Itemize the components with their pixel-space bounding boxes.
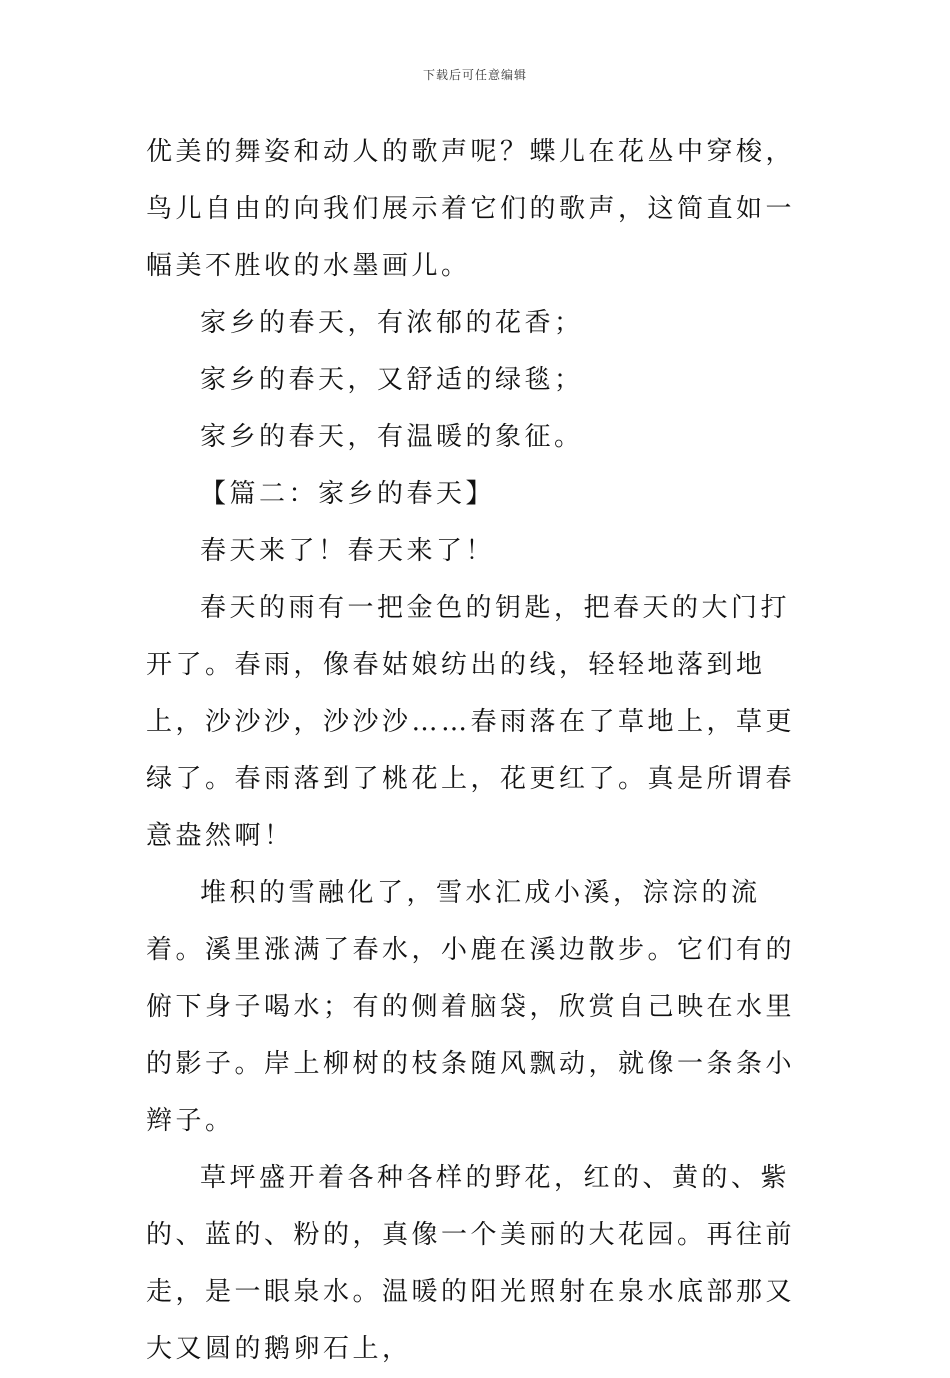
paragraph-2: 家乡的春天，有浓郁的花香； [200,308,584,338]
paragraph-4: 家乡的春天，有温暖的象征。 [200,422,584,452]
section-heading: 【篇二：家乡的春天】 [200,479,496,509]
paragraph-3: 家乡的春天，又舒适的绿毯； [200,365,584,395]
document-body [146,124,810,1378]
page-header: 下载后可任意编辑 [422,68,527,82]
paragraph-6: 春天来了！春天来了！ [200,536,496,566]
paragraph-7: 春天的雨有一把金色的钥匙，把春天的大门打开了。春雨，像春姑娘纺出的线，轻轻地落到地上，沙沙沙，沙沙沙……春雨落在了草地上，草更绿了。春雨落到了桃花上，花更红了。真是所谓春意盎然啊！ [146,593,796,851]
paragraph-1: 优美的舞姿和动人的歌声呢？蝶儿在花丛中穿梭，鸟儿自由的向我们展示着它们的歌声，这简直如一幅美不胜收的水墨画儿。 [146,137,796,281]
paragraph-9: 草坪盛开着各种各样的野花，红的、黄的、紫的、蓝的、粉的，真像一个美丽的大花园。再往前走，是一眼泉水。温暖的阳光照射在泉水底部那又大又圆的鹅卵石上， [146,1163,796,1364]
paragraph-8: 堆积的雪融化了，雪水汇成小溪，淙淙的流着。溪里涨满了春水，小鹿在溪边散步。它们有的俯下身子喝水；有的侧着脑袋，欣赏自己映在水里的影子。岸上柳树的枝条随风飘动，就像一条条小辫子。 [146,878,796,1136]
